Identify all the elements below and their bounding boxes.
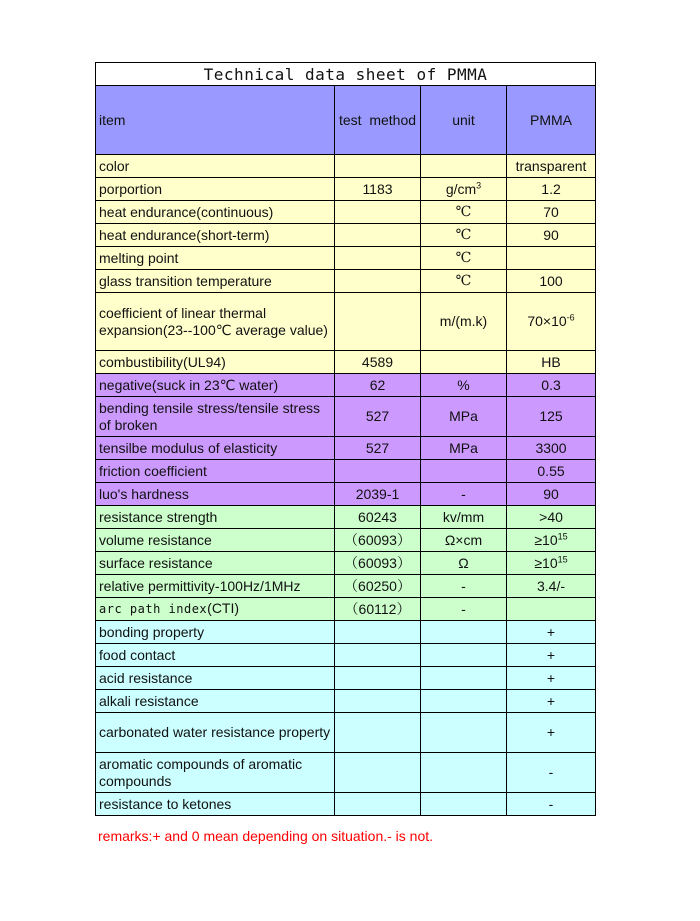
table-row — [96, 460, 596, 483]
item-cell: resistance to ketones — [96, 793, 335, 816]
item-cell: negative(suck in 23℃ water) — [96, 374, 335, 397]
value-cell: - — [507, 793, 596, 816]
value-cell — [507, 247, 596, 270]
header-unit: unit — [421, 86, 507, 155]
value-cell: + — [507, 667, 596, 690]
method-cell — [335, 201, 421, 224]
value-cell: HB — [507, 351, 596, 374]
unit-cell: kv/mm — [421, 506, 507, 529]
unit-cell — [421, 753, 507, 793]
value-cell — [507, 552, 596, 575]
unit-cell — [421, 460, 507, 483]
value-cell: 90 — [507, 224, 596, 247]
unit-cell — [421, 155, 507, 178]
method-cell: 1183 — [335, 178, 421, 201]
table-row — [96, 178, 596, 201]
item-cell: porportion — [96, 178, 335, 201]
item-cell: heat endurance(continuous) — [96, 201, 335, 224]
value-cell: 1.2 — [507, 178, 596, 201]
method-cell: 527 — [335, 437, 421, 460]
table-row — [96, 397, 596, 437]
unit-cell: MPa — [421, 397, 507, 437]
item-cell: resistance strength — [96, 506, 335, 529]
value-cell: >40 — [507, 506, 596, 529]
item-cell: heat endurance(short-term) — [96, 224, 335, 247]
method-cell: （60112） — [335, 598, 421, 621]
header-test-method: test method — [335, 86, 421, 155]
unit-cell — [421, 793, 507, 816]
table-row — [96, 713, 596, 753]
item-cell: surface resistance — [96, 552, 335, 575]
tech-data-table — [95, 62, 596, 816]
value-cell: + — [507, 621, 596, 644]
method-cell: （60093） — [335, 529, 421, 552]
table-row — [96, 483, 596, 506]
value-cell: - — [507, 753, 596, 793]
method-cell — [335, 753, 421, 793]
unit-cell — [421, 621, 507, 644]
unit-cell — [421, 644, 507, 667]
table-row — [96, 753, 596, 793]
item-cell: coefficient of linear thermal expansion(23--100℃ average value) — [96, 293, 335, 351]
table-row — [96, 793, 596, 816]
method-cell: 4589 — [335, 351, 421, 374]
method-cell: 2039-1 — [335, 483, 421, 506]
method-cell: （60093） — [335, 552, 421, 575]
unit-cell — [421, 178, 507, 201]
item-cell: color — [96, 155, 335, 178]
value-superscript: -6 — [566, 312, 575, 323]
unit-cell — [421, 713, 507, 753]
unit-cell: ℃ — [421, 201, 507, 224]
item-cell: melting point — [96, 247, 335, 270]
value-text: ≥10 — [534, 531, 558, 548]
method-cell — [335, 270, 421, 293]
item-cell: luo's hardness — [96, 483, 335, 506]
method-cell: 62 — [335, 374, 421, 397]
header-item: item — [96, 86, 335, 155]
value-cell — [507, 529, 596, 552]
method-cell: （60250） — [335, 575, 421, 598]
item-cell: friction coefficient — [96, 460, 335, 483]
unit-cell: ℃ — [421, 224, 507, 247]
table-row — [96, 155, 596, 178]
table-row — [96, 598, 596, 621]
value-cell: 90 — [507, 483, 596, 506]
table-row — [96, 201, 596, 224]
table-row — [96, 224, 596, 247]
remarks-note: remarks:+ and 0 mean depending on situation.- is not. — [98, 828, 434, 844]
item-cell: bending tensile stress/tensile stress of broken — [96, 397, 335, 437]
header-row — [96, 86, 596, 155]
method-cell: 527 — [335, 397, 421, 437]
value-cell: 0.55 — [507, 460, 596, 483]
unit-cell: Ω×cm — [421, 529, 507, 552]
table-row — [96, 552, 596, 575]
item-cell: tensilbe modulus of elasticity — [96, 437, 335, 460]
item-cell: glass transition temperature — [96, 270, 335, 293]
value-cell: 3300 — [507, 437, 596, 460]
item-cell: acid resistance — [96, 667, 335, 690]
table-row — [96, 270, 596, 293]
header-pmma: PMMA — [507, 86, 596, 155]
method-cell: 60243 — [335, 506, 421, 529]
value-cell: + — [507, 644, 596, 667]
value-cell: + — [507, 690, 596, 713]
value-cell: 125 — [507, 397, 596, 437]
method-cell — [335, 155, 421, 178]
method-cell — [335, 460, 421, 483]
table-row — [96, 437, 596, 460]
table-row — [96, 374, 596, 397]
table-row — [96, 247, 596, 270]
item-cell: food contact — [96, 644, 335, 667]
table-row — [96, 293, 596, 351]
table-row — [96, 575, 596, 598]
unit-cell — [421, 690, 507, 713]
item-cell: relative permittivity-100Hz/1MHz — [96, 575, 335, 598]
value-cell: 3.4/- — [507, 575, 596, 598]
unit-cell: - — [421, 575, 507, 598]
method-cell — [335, 247, 421, 270]
method-cell — [335, 690, 421, 713]
method-cell — [335, 644, 421, 667]
table-row — [96, 351, 596, 374]
item-cell: combustibility(UL94) — [96, 351, 335, 374]
item-cell: aromatic compounds of aromatic compounds — [96, 753, 335, 793]
value-cell: 100 — [507, 270, 596, 293]
unit-cell — [421, 351, 507, 374]
item-cell: bonding property — [96, 621, 335, 644]
method-cell — [335, 224, 421, 247]
value-superscript: 15 — [557, 530, 568, 541]
value-cell: transparent — [507, 155, 596, 178]
value-text: 70×10 — [527, 313, 567, 329]
value-cell: + — [507, 713, 596, 753]
unit-text: g/cm — [445, 180, 477, 197]
table-row — [96, 644, 596, 667]
item-prefix: arc path index — [99, 602, 208, 616]
table-row — [96, 506, 596, 529]
unit-cell: Ω — [421, 552, 507, 575]
method-cell — [335, 793, 421, 816]
item-cell: alkali resistance — [96, 690, 335, 713]
unit-cell: ℃ — [421, 247, 507, 270]
table-row — [96, 667, 596, 690]
item-cell: volume resistance — [96, 529, 335, 552]
method-cell — [335, 621, 421, 644]
unit-cell: ℃ — [421, 270, 507, 293]
unit-cell — [421, 667, 507, 690]
unit-cell: m/(m.k) — [421, 293, 507, 351]
sheet-title: Technical data sheet of PMMA — [96, 63, 596, 86]
table-row — [96, 690, 596, 713]
unit-superscript: 3 — [476, 179, 482, 190]
value-superscript: 15 — [557, 553, 568, 564]
unit-cell: - — [421, 483, 507, 506]
table-row — [96, 621, 596, 644]
unit-cell: % — [421, 374, 507, 397]
item-suffix: (CTI) — [207, 600, 240, 616]
value-cell: 70 — [507, 201, 596, 224]
value-cell: 0.3 — [507, 374, 596, 397]
unit-cell: - — [421, 598, 507, 621]
item-cell: carbonated water resistance property — [96, 713, 335, 753]
title-row — [96, 63, 596, 86]
value-cell — [507, 598, 596, 621]
value-text: ≥10 — [534, 554, 558, 571]
method-cell — [335, 713, 421, 753]
item-cell — [96, 598, 335, 621]
method-cell — [335, 667, 421, 690]
table-row — [96, 529, 596, 552]
unit-cell: MPa — [421, 437, 507, 460]
value-cell — [507, 293, 596, 351]
method-cell — [335, 293, 421, 351]
